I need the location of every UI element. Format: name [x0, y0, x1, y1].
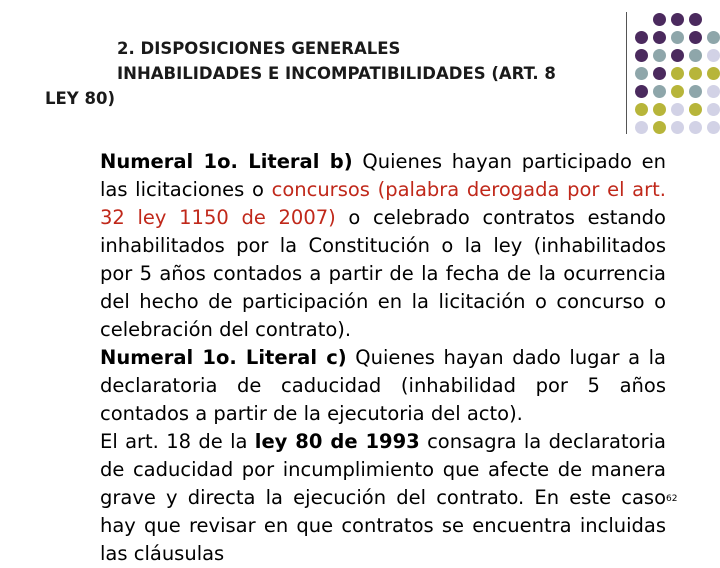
- decorative-dot: [671, 13, 684, 26]
- decorative-dot: [689, 103, 702, 116]
- paragraph-label: Numeral 1o. Literal b): [100, 150, 353, 173]
- decorative-dot: [689, 85, 702, 98]
- decorative-dot: [707, 121, 720, 134]
- decorative-dot: [653, 85, 666, 98]
- decorative-dot: [689, 31, 702, 44]
- derogation-note: concursos (palabra derogada por el art. 32 ley 1150 de 2007): [100, 178, 666, 229]
- decorative-dot: [689, 67, 702, 80]
- decorative-dot: [653, 13, 666, 26]
- paragraph-label: Numeral 1o. Literal c): [100, 346, 347, 369]
- decorative-dot: [689, 49, 702, 62]
- page-number: 62: [666, 494, 678, 504]
- decorative-dot: [671, 85, 684, 98]
- paragraph-literal-c: [100, 344, 666, 428]
- decorative-dot: [707, 67, 720, 80]
- decorative-dot: [653, 67, 666, 80]
- title-line-2: INHABILIDADES E INCOMPATIBILIDADES (ART. 8: [117, 64, 556, 83]
- decorative-dot: [635, 67, 648, 80]
- decorative-dot: [689, 13, 702, 26]
- decorative-dot: [671, 67, 684, 80]
- decorative-vertical-line: [626, 12, 627, 134]
- decorative-dot: [671, 121, 684, 134]
- decorative-dot: [635, 31, 648, 44]
- paragraph-text: Quienes hayan participado en las licitaciones o: [100, 150, 666, 201]
- decorative-dot: [671, 31, 684, 44]
- decorative-dot: [653, 31, 666, 44]
- law-reference: ley 80 de 1993: [254, 430, 420, 453]
- paragraph-text: El art. 18 de la: [100, 430, 255, 453]
- decorative-dot: [653, 121, 666, 134]
- slide-title: [45, 36, 635, 111]
- paragraph-art-18: [100, 428, 666, 568]
- decorative-dot: [671, 49, 684, 62]
- title-line-3: LEY 80): [45, 89, 115, 108]
- decorative-dot: [653, 49, 666, 62]
- decorative-dot: [635, 85, 648, 98]
- slide-body: [100, 148, 666, 568]
- decorative-dot: [635, 121, 648, 134]
- decorative-dot: [671, 103, 684, 116]
- decorative-dot: [635, 49, 648, 62]
- paragraph-literal-b: [100, 148, 666, 344]
- decorative-dot: [707, 31, 720, 44]
- title-line-1: 2. DISPOSICIONES GENERALES: [117, 39, 401, 58]
- paragraph-text: Quienes hayan dado lugar a la declaratoria de caducidad (inhabilidad por 5 años contados a partir de la ejecutoria del acto).: [100, 346, 666, 425]
- paragraph-text: consagra la declaratoria de caducidad por incumplimiento que afecte de manera grave y directa la ejecución del contrato. En este caso hay que revisar en que contratos se encuentra incluidas las cláusulas: [100, 430, 666, 565]
- paragraph-text: o celebrado contratos estando inhabilitados por la Constitución o la ley (inhabilitados por 5 años contados a partir de la fecha de la ocurrencia del hecho de participación en la licitación o concurso o celebración del contrato).: [100, 206, 666, 341]
- decorative-dot: [635, 103, 648, 116]
- decorative-dot: [707, 49, 720, 62]
- decorative-dot: [653, 103, 666, 116]
- decorative-dot: [689, 121, 702, 134]
- decorative-dot: [707, 103, 720, 116]
- decorative-dot: [707, 85, 720, 98]
